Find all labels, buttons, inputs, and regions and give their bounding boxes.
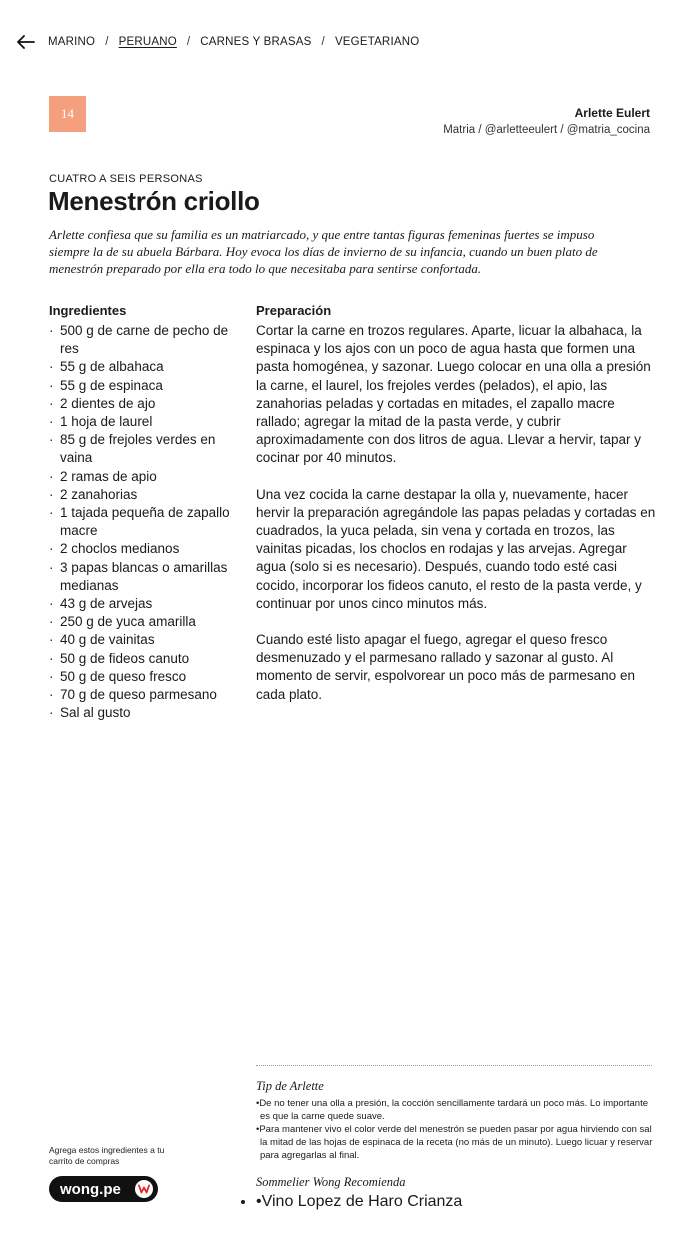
ingredients-column [49,303,239,722]
list-item: · 2 choclos medianos [49,540,239,558]
recipe-intro: Arlette confiesa que su familia es un matriarcado, y que entre tantas figuras femeninas fuertes se impuso siempre la de su abuela Bárbara. Hoy evoca los días de invierno de su infancia, cuando un buen plato de menestrón preparado por ella era todo lo que necesitaba para sentirse confortada. [49,227,598,276]
nav-separator: / [186,36,191,48]
preparation-step: Cortar la carne en trozos regulares. Aparte, licuar la albahaca, la espinaca y los ajos con un poco de agua hasta que formen una pasta homogénea, y sazonar. Luego colocar en una olla a presión la carne, el laurel, los frejoles verdes (pelados), el apio, las zanahorias peladas y cortadas en mitades, el zapallo macre rallado; agregar la mitad de la pasta verde, y cubrir aproximadamente con dos litros de agua. Llevar a hervir, tapar y cocinar por 40 minutos. [256,323,651,466]
back-arrow-icon[interactable] [16,32,36,52]
preparation-step: Una vez cocida la carne destapar la olla y, nuevamente, hacer hervir la preparación agregándole las papas peladas y cortadas en cuadrados, la yuca pelada, sin vena y cortada en trozos, las vainitas picadas, los choclos en rodajas y las arvejas. Agregar agua (solo si es necesario). Después, cuando todo esté casi cocido, incorporar los fideos canuto, el resto de la pasta verde, y continuar por unos cinco minutos más. [256,486,656,611]
author-block [443,106,650,136]
list-item: · 1 hoja de laurel [49,413,239,431]
nav-item-peruano[interactable]: PERUANO [118,36,177,48]
recipe-title: Menestrón criollo [48,186,260,216]
wong-shop-button[interactable] [49,1176,158,1202]
sommelier-item: • •Vino Lopez de Haro Crianza [256,1193,656,1211]
list-item: · 2 dientes de ajo [49,395,239,413]
tip-item: •Para mantener vivo el color verde del menestrón se pueden pasar por agua hirviendo con sal la mitad de las hojas de espinaca de la receta (no más de un minuto). Luego licuar y reservar para agregarlas al final. [256,1124,653,1161]
category-nav [16,30,419,54]
list-item: · 50 g de fideos canuto [49,650,239,668]
list-item: · 250 g de yuca amarilla [49,613,239,631]
list-item: · 70 g de queso parmesano [49,686,239,704]
page-number-badge: 14 [49,96,86,132]
nav-item-carnes-y-brasas[interactable]: CARNES Y BRASAS [200,36,312,48]
list-item: · 43 g de arvejas [49,595,239,613]
preparation-step: Cuando esté listo apagar el fuego, agregar el queso fresco desmenuzado y el parmesano rallado y sazonar al gusto. Al momento de servir, espolvorear un poco más de parmesano en cada plato. [256,632,635,702]
author-name: Arlette Eulert [574,106,650,120]
ingredients-title: Ingredientes [49,303,127,318]
cart-cta-text: Agrega estos ingredientes a tu carrito de compras [49,1145,165,1166]
list-item: · 3 papas blancas o amarillas medianas [49,559,239,595]
list-item: · 1 tajada pequeña de zapallo macre [49,504,239,540]
list-item: · 85 g de frejoles verdes en vaina [49,431,239,467]
servings-label: CUATRO A SEIS PERSONAS [49,173,203,185]
list-item: · 50 g de queso fresco [49,668,239,686]
tip-block [256,1079,656,1162]
list-item: · 500 g de carne de pecho de res [49,322,239,358]
nav-item-marino[interactable]: MARINO [48,36,96,48]
wong-brand-label: wong.pe [60,1180,121,1198]
list-item: · 40 g de vainitas [49,631,239,649]
tip-item: •De no tener una olla a presión, la cocción sencillamente tardará un poco más. Lo importante es que la carne quede suave. [256,1098,648,1122]
list-item: · Sal al gusto [49,704,239,722]
list-item: · 55 g de espinaca [49,377,239,395]
sommelier-title: Sommelier Wong Recomienda [256,1175,406,1189]
nav-separator: / [321,36,325,48]
wong-logo-icon [135,1180,153,1198]
tip-title: Tip de Arlette [256,1079,324,1093]
preparation-title: Preparación [256,303,332,318]
list-item: · 2 zanahorias [49,486,239,504]
dotted-divider [256,1065,652,1066]
list-item: · 2 ramas de apio [49,468,239,486]
nav-item-vegetariano[interactable]: VEGETARIANO [334,36,420,48]
nav-separator: / [105,36,109,48]
sommelier-block [256,1175,656,1211]
ingredients-list [49,322,239,722]
list-item: · 55 g de albahaca [49,358,239,376]
author-social: Matria / @arletteeulert / @matria_cocina [443,124,650,136]
preparation-column [256,303,656,722]
